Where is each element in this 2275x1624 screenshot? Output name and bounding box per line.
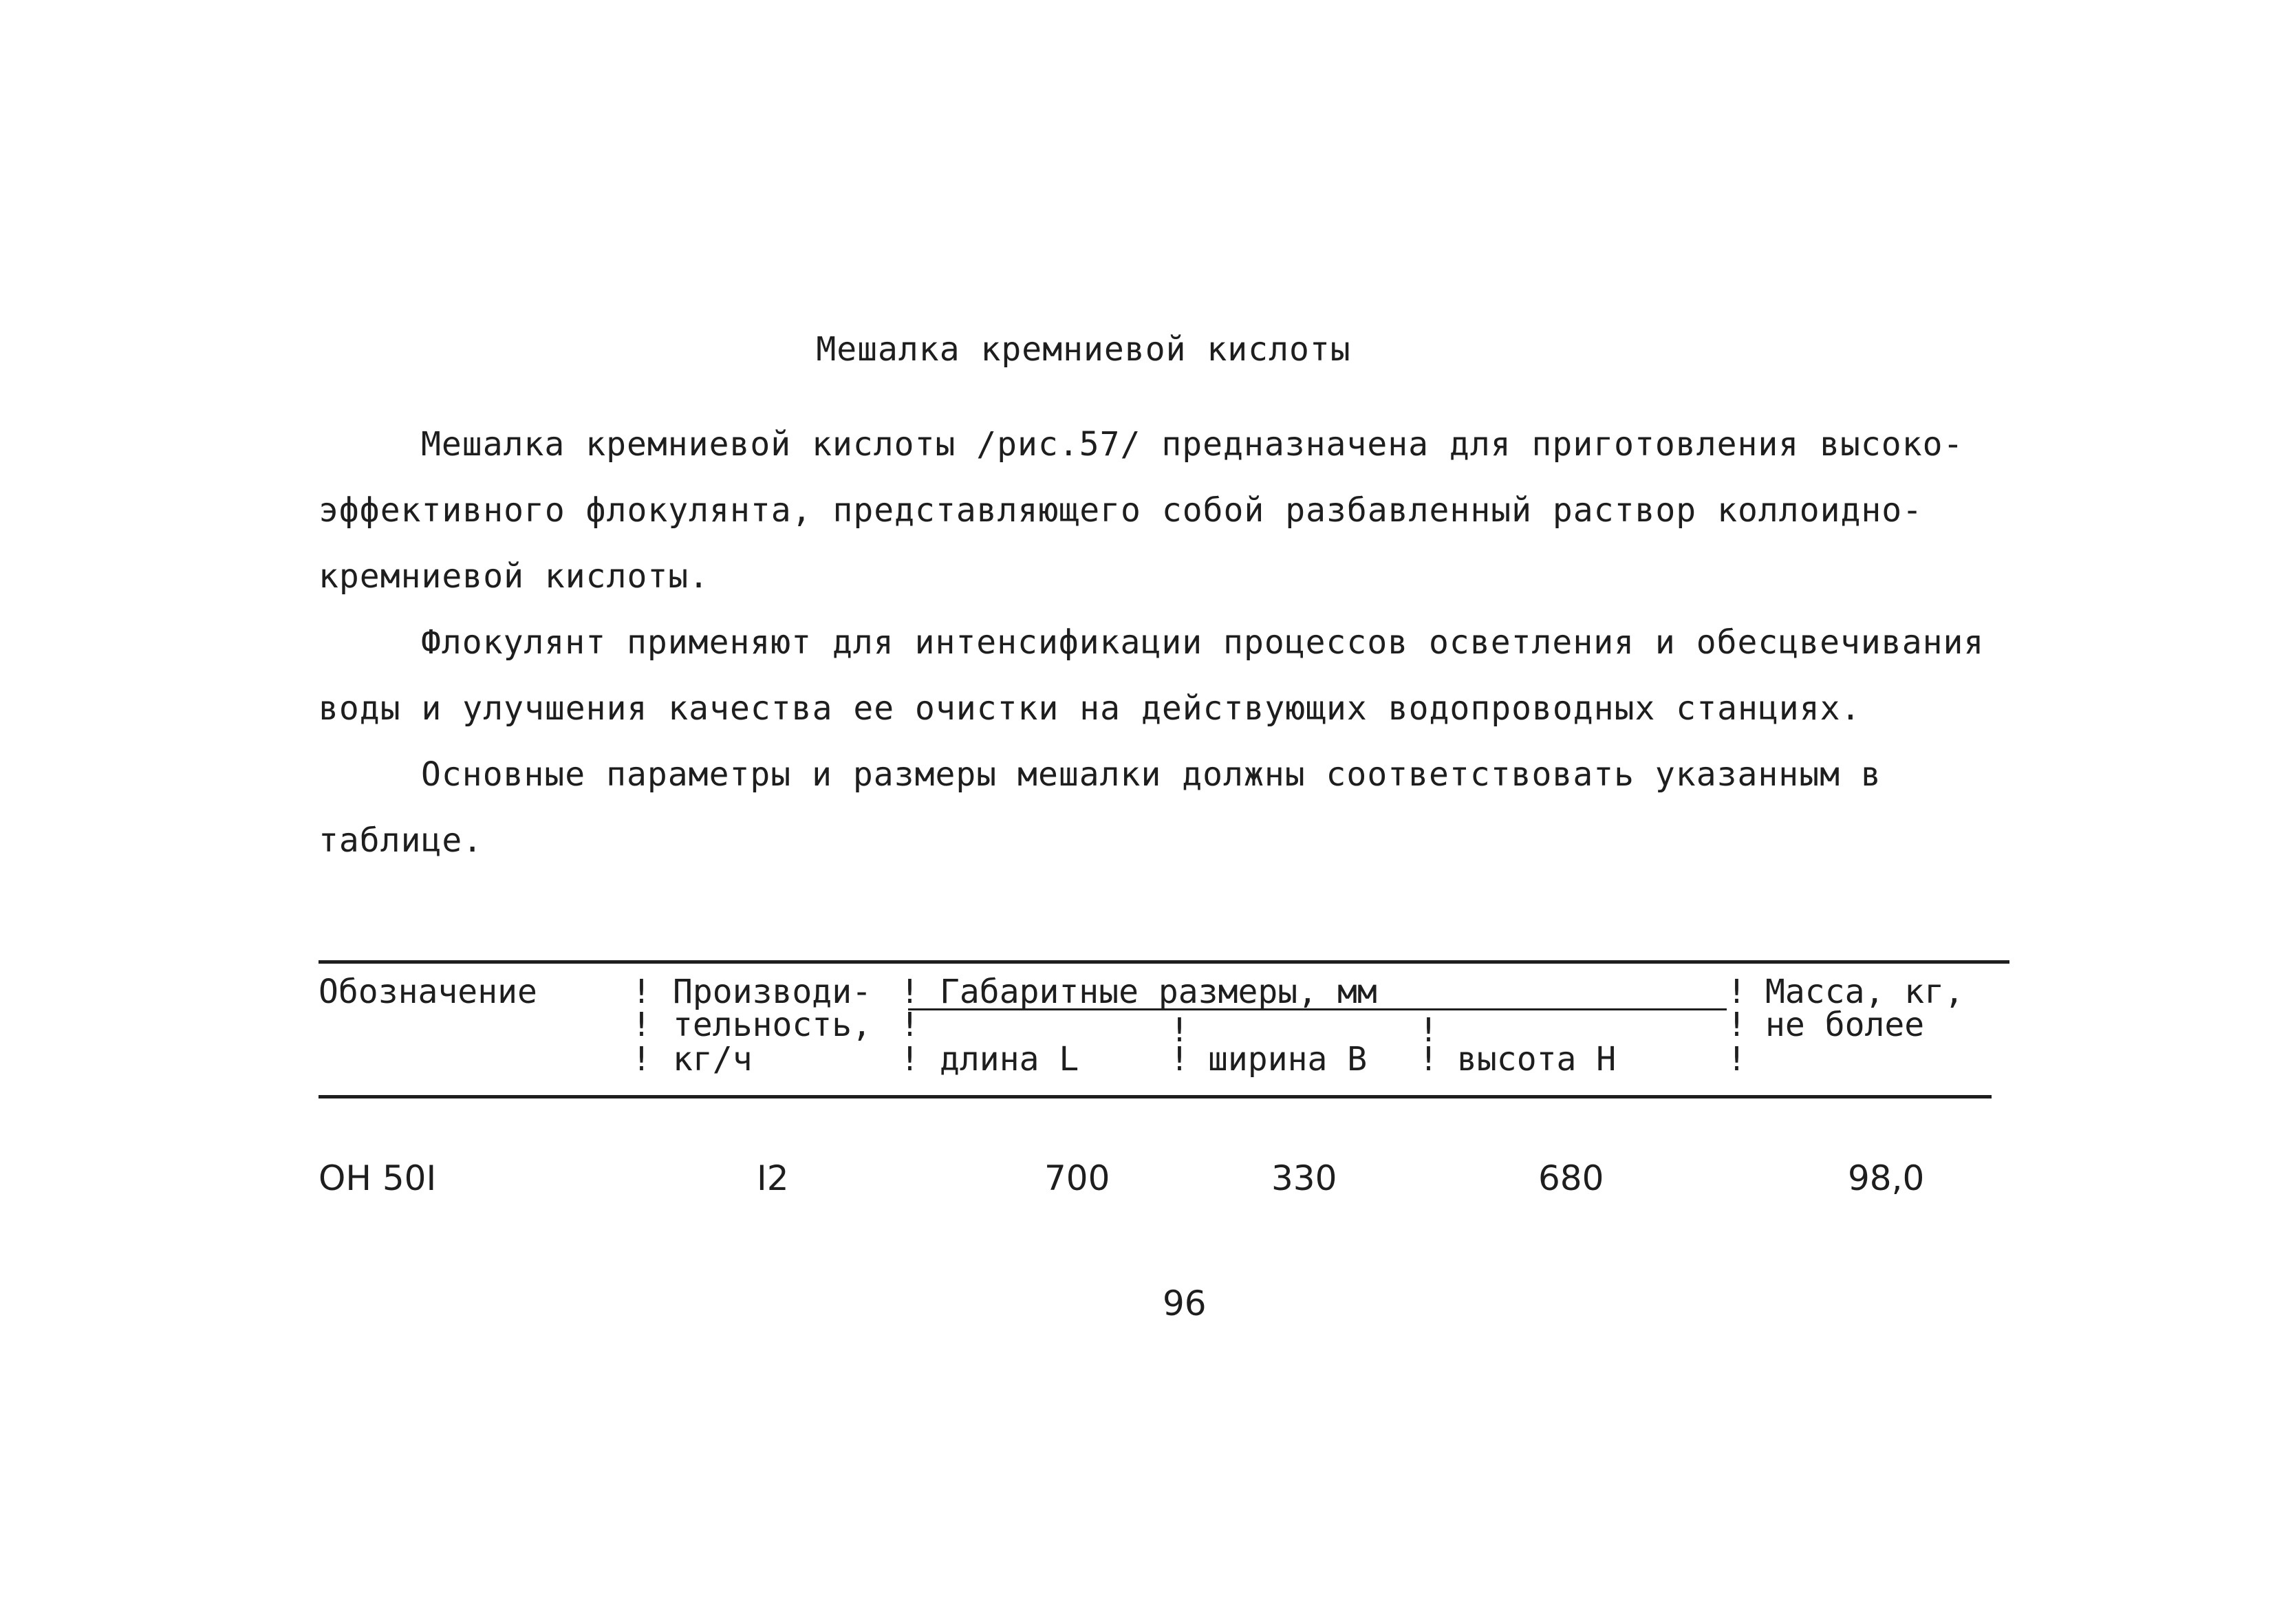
column-separator: ! xyxy=(1169,1040,1189,1079)
column-separator: ! xyxy=(1727,1040,1747,1079)
column-separator: ! xyxy=(632,973,651,1011)
page-title: Мешалка кремниевой кислоты xyxy=(816,330,1351,369)
column-separator: ! xyxy=(900,1006,920,1044)
paragraph-line: таблице. xyxy=(319,821,484,860)
column-separator: ! xyxy=(1727,973,1747,1011)
paragraph-line: Флокулянт применяют для интенсификации процессов осветления и обесцвечивания xyxy=(421,623,1985,662)
header-mass-line2: не более xyxy=(1765,1006,1925,1044)
header-bottom-rule xyxy=(319,1095,1992,1098)
header-productivity-line2: тельность, xyxy=(673,1006,872,1044)
row-designation: ОН 50I xyxy=(319,1158,437,1198)
header-productivity-line3: кг/ч xyxy=(673,1040,753,1079)
column-separator: ! xyxy=(900,1040,920,1079)
column-separator: ! xyxy=(1419,1040,1438,1079)
column-separator: ! xyxy=(632,1006,651,1044)
paragraph-line: эффективного флокулянта, представляющего собой разбавленный раствор коллоидно- xyxy=(319,491,1923,530)
row-productivity: I2 xyxy=(757,1158,789,1198)
header-dimensions: Габаритные размеры, мм xyxy=(940,973,1377,1011)
page-number: 96 xyxy=(1163,1284,1207,1323)
column-separator: ! xyxy=(900,973,920,1011)
paragraph-line: воды и улучшения качества ее очистки на действующих водопроводных станциях. xyxy=(319,689,1862,728)
paragraph-line: Мешалка кремниевой кислоты /рис.57/ предназначена для приготовления высоко- xyxy=(421,425,1964,464)
header-mass-line1: Масса, кг, xyxy=(1765,973,1964,1011)
column-separator: ! xyxy=(1727,1006,1747,1044)
column-separator: ! xyxy=(632,1040,651,1079)
paragraph-line: Основные параметры и размеры мешалки должны соответствовать указанным в xyxy=(421,755,1882,794)
header-length: длина L xyxy=(940,1040,1079,1079)
column-separator: ! xyxy=(1419,1011,1438,1050)
column-separator: ! xyxy=(1169,1011,1189,1050)
header-width: ширина B xyxy=(1208,1040,1368,1079)
row-height: 680 xyxy=(1538,1158,1604,1198)
header-designation: Обозначение xyxy=(319,973,537,1011)
row-length: 700 xyxy=(1044,1158,1110,1198)
header-height: высота H xyxy=(1457,1040,1617,1079)
paragraph-line: кремниевой кислоты. xyxy=(319,557,710,596)
row-mass: 98,0 xyxy=(1848,1158,1925,1198)
row-width: 330 xyxy=(1271,1158,1337,1198)
table-top-rule xyxy=(319,960,2009,964)
header-productivity-line1: Производи- xyxy=(673,973,872,1011)
